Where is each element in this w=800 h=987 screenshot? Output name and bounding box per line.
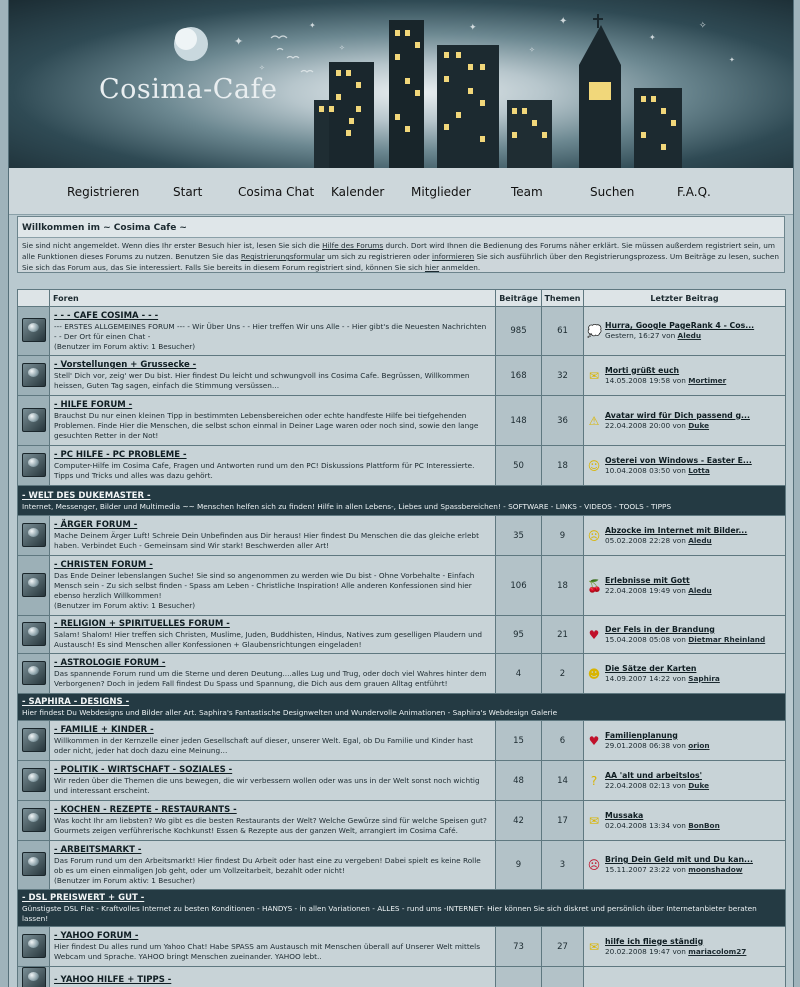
forum-row	[18, 761, 786, 801]
forum-status-cell	[18, 761, 50, 801]
forum-info-cell	[50, 307, 496, 356]
post-mood-icon	[587, 973, 601, 987]
last-post-meta	[605, 536, 782, 546]
last-post-date: 20.02.2008 19:47	[605, 946, 671, 956]
forum-status-icon	[22, 573, 46, 597]
last-post-cell	[584, 801, 786, 841]
topic-count: 18	[542, 446, 584, 486]
forum-info-cell	[50, 654, 496, 694]
forum-description: Das spannende Forum rund um die Sterne und deren Deutung....alles Lug und Trug, oder doch viel Wahres hinter dem Verborgenen? Doch in jedem Fall findest Du Spass und Spannung, die Dich aus dem grauen Alltag entführt!	[54, 669, 487, 688]
last-post-cell	[584, 396, 786, 446]
forum-description: --- ERSTES ALLGEMEINES FORUM --- - Wir Über Uns - - Hier treffen Wir uns Alle - - Hier gibt's die Neuesten Nachrichten - - Der Ort für einen Chat -	[54, 321, 487, 341]
last-post-cell	[584, 761, 786, 801]
nav-kalender[interactable]: Kalender	[331, 185, 385, 199]
forum-row	[18, 396, 786, 446]
post-count: 95	[496, 616, 542, 654]
last-post-title-link[interactable]: AA 'alt und arbeitslos'	[605, 770, 703, 780]
post-mood-icon: ☻	[587, 666, 601, 681]
register-form-link[interactable]: Registrierungsformular	[240, 252, 325, 261]
forum-description: Das Forum rund um den Arbeitsmarkt! Hier findest Du Arbeit oder hast eine zu vergeben! Dabei spielt es keine Rolle ob es um einen einmaligen Job geht, oder um Vollzeitarbeit, bezahlt oder nicht!	[54, 855, 481, 875]
nav-cosima-chat[interactable]: Cosima Chat	[238, 185, 315, 199]
last-post-cell	[584, 446, 786, 486]
last-post-by: von	[672, 585, 686, 595]
post-count: 48	[496, 761, 542, 801]
forum-info-cell	[50, 801, 496, 841]
last-post-date: 15.04.2008 05:08	[605, 634, 671, 644]
last-post-title-link[interactable]: Der Fels in der Brandung	[605, 624, 715, 634]
last-post-cell	[584, 307, 786, 356]
forum-description: Computer-Hilfe im Cosima Cafe, Fragen und Antworten rund um den PC! Diskussions Plattform für PC Interessierte. Tipps und Tricks und alles was dazu gehört.	[54, 461, 475, 480]
post-mood-icon: ⚠	[588, 413, 600, 428]
last-post-date: 10.04.2008 03:50	[605, 465, 671, 475]
post-mood-icon: ☺	[587, 458, 601, 473]
nav-mitglieder[interactable]: Mitglieder	[411, 185, 471, 199]
forum-status-cell	[18, 396, 50, 446]
forum-info-cell	[50, 927, 496, 967]
post-mood-icon: ☹	[587, 858, 601, 872]
last-post-by: von	[672, 865, 686, 874]
topic-count: 17	[542, 801, 584, 841]
last-post-cell	[584, 967, 786, 987]
forum-row	[18, 556, 786, 616]
last-post-author-link[interactable]: Saphira	[688, 673, 720, 683]
forum-title-link[interactable]: - ÄRGER FORUM -	[54, 520, 138, 530]
forum-status-icon	[22, 852, 46, 876]
svg-text:✧: ✧	[529, 46, 535, 54]
forum-info-cell	[50, 556, 496, 616]
forum-status-icon	[22, 808, 46, 832]
category-cell	[18, 890, 786, 927]
last-post-title-link[interactable]: Die Sätze der Karten	[605, 663, 697, 673]
forum-info-cell	[50, 356, 496, 396]
category-description: Hier findest Du Webdesigns und Bilder aller Art. Saphira's Fantastische Designwelten und Wundervolle Animationen - Saphira's Webdesign Galerie	[22, 708, 558, 717]
last-post-author-link[interactable]: Aledu	[677, 331, 702, 340]
last-post-meta	[605, 635, 782, 645]
post-mood-icon: ?	[590, 773, 598, 788]
last-post-author-link[interactable]: Duke	[688, 780, 710, 790]
last-post-author-link[interactable]: moonshadow	[688, 865, 743, 874]
forum-info-cell	[50, 616, 496, 654]
post-count: 35	[496, 516, 542, 556]
forum-row	[18, 616, 786, 654]
forum-title-link[interactable]: - YAHOO FORUM -	[54, 931, 139, 941]
last-post-by: von	[672, 420, 686, 430]
nav-suchen[interactable]: Suchen	[590, 185, 635, 199]
last-post-title-link[interactable]: Abzocke im Internet mit Bilder...	[605, 525, 748, 535]
forum-status-cell	[18, 616, 50, 654]
post-count: 50	[496, 446, 542, 486]
last-post-meta	[605, 821, 782, 831]
forum-info-cell	[50, 761, 496, 801]
forum-status-cell	[18, 841, 50, 890]
post-mood-icon: ♥	[588, 627, 600, 642]
welcome-box	[17, 216, 785, 273]
forum-description: Wir reden über die Themen die uns bewegen, die wir verbessern wollen oder was uns in der Welt sonst noch wichtig und interessant erscheint.	[54, 776, 480, 795]
info-link[interactable]: informieren	[432, 252, 475, 261]
last-post-date: 02.04.2008 13:34	[605, 820, 671, 830]
post-count: 168	[496, 356, 542, 396]
svg-text:✧: ✧	[339, 44, 345, 52]
main-navigation	[9, 168, 793, 215]
last-post-meta	[605, 865, 782, 875]
last-post-title-link[interactable]: Bring Dein Geld mit und Du kan...	[605, 855, 753, 864]
last-post-title-link[interactable]: Familienplanung	[605, 730, 678, 740]
page	[8, 0, 794, 987]
last-post-cell	[584, 654, 786, 694]
forum-description: Brauchst Du nur einen kleinen Tipp in bestimmten Lebensbereichen oder echte handfeste Hilfe bei tiefgehenden Problemen. Finde Hier die Menschen, die selbst schon einmal in Deiner Lage waren oder noch sind, sowie den lange gesuchten Retter in der Not!	[54, 411, 479, 440]
forum-info-cell	[50, 396, 496, 446]
header-foren: Foren	[50, 290, 496, 307]
forum-status-icon	[22, 453, 46, 477]
last-post-cell	[584, 516, 786, 556]
nav-faq[interactable]: F.A.Q.	[677, 185, 711, 199]
last-post-meta	[605, 741, 782, 751]
post-count	[496, 967, 542, 987]
header-beitraege: Beiträge	[496, 290, 542, 307]
topic-count: 27	[542, 927, 584, 967]
help-link[interactable]: Hilfe des Forums	[322, 241, 384, 250]
forum-title-link[interactable]: - ASTROLOGIE FORUM -	[54, 658, 166, 668]
forum-status-cell	[18, 654, 50, 694]
forum-status-icon	[22, 728, 46, 752]
forum-title-link[interactable]: - Vorstellungen + Grussecke -	[54, 360, 197, 370]
topic-count: 32	[542, 356, 584, 396]
last-post-cell	[584, 841, 786, 890]
nav-registrieren[interactable]: Registrieren	[67, 185, 140, 199]
last-post-by: von	[672, 673, 686, 683]
forum-status-cell	[18, 446, 50, 486]
post-count: 4	[496, 654, 542, 694]
forum-status-cell	[18, 307, 50, 356]
forum-row	[18, 721, 786, 761]
last-post-meta	[605, 586, 782, 596]
last-post-author-link[interactable]: Lotta	[688, 465, 710, 475]
last-post-meta	[605, 947, 782, 957]
topic-count: 21	[542, 616, 584, 654]
svg-text:✧: ✧	[259, 64, 265, 72]
post-mood-icon: ♥	[588, 733, 600, 748]
svg-text:✦: ✦	[729, 56, 735, 64]
forum-description: Hier findest Du alles rund um Yahoo Chat! Habe SPASS am Austausch mit Menschen überall auf Unserer Welt mittels Webcam und Sprache. YAHOO bringt Menschen zueinander. YAHOO lebt..	[54, 942, 481, 961]
forum-row	[18, 446, 786, 486]
topic-count: 3	[542, 841, 584, 890]
last-post-by: von	[672, 780, 686, 790]
forum-status-cell	[18, 356, 50, 396]
forum-status-icon	[22, 408, 46, 432]
last-post-date: Gestern, 16:27	[605, 331, 660, 340]
forum-status-icon	[22, 523, 46, 547]
forum-status-cell	[18, 516, 50, 556]
forum-title-link[interactable]: - HILFE FORUM -	[54, 400, 133, 410]
welcome-text	[18, 238, 784, 273]
last-post-cell	[584, 356, 786, 396]
forum-row	[18, 654, 786, 694]
last-post-by: von	[672, 535, 686, 545]
forum-status-icon	[22, 661, 46, 685]
forum-status-cell	[18, 801, 50, 841]
forum-info-cell	[50, 967, 496, 987]
welcome-text-part: anmelden.	[439, 263, 481, 272]
forum-title-link[interactable]: - PC HILFE - PC PROBLEME -	[54, 450, 187, 460]
last-post-title-link[interactable]: Erlebnisse mit Gott	[605, 575, 690, 585]
last-post-date: 05.02.2008 22:28	[605, 535, 671, 545]
forum-list	[18, 307, 786, 987]
forum-description: Stell' Dich vor, zeig' wer Du bist. Hier findest Du leicht und schwungvoll ins Cosima Cafe. Begrüssen, Willkommen heissen, Guten Tag sagen, einfach die Stimmung versüssen…	[54, 371, 470, 390]
last-post-by: von	[672, 740, 686, 750]
last-post-author-link[interactable]: mariacolom27	[688, 946, 747, 956]
topic-count	[542, 967, 584, 987]
forum-row	[18, 841, 786, 890]
forum-title-link[interactable]: - - - CAFE COSIMA - - -	[54, 310, 159, 321]
login-link[interactable]: hier	[424, 263, 440, 272]
nav-start[interactable]: Start	[173, 185, 203, 199]
last-post-date: 14.09.2007 14:22	[605, 673, 671, 683]
forum-description: Willkommen in der Kernzelle einer jeden Gesellschaft auf dieser, unserer Welt. Egal, ob Du Familie und Kinder hast oder nicht, jeder hat doch dazu eine Meinung…	[54, 736, 474, 755]
svg-text:✦: ✦	[309, 21, 316, 30]
topic-count: 2	[542, 654, 584, 694]
topic-count: 14	[542, 761, 584, 801]
post-mood-icon: 💭	[587, 324, 602, 338]
forum-status-icon	[22, 967, 46, 987]
post-count: 73	[496, 927, 542, 967]
forum-status-cell	[18, 721, 50, 761]
forum-description: Mache Deinem Ärger Luft! Schreie Dein Unbefinden aus Dir heraus! Hier findest Du Menschen die das gleiche erlebt haben. Verbindet Euch - Gemeinsam sind Wir stark! Beschwerden aller Art!	[54, 531, 479, 550]
last-post-title-link[interactable]: Avatar wird für Dich passend g...	[605, 410, 750, 420]
post-count: 42	[496, 801, 542, 841]
forum-status-icon	[22, 622, 46, 646]
topic-count: 6	[542, 721, 584, 761]
last-post-author-link[interactable]: Mortimer	[688, 375, 727, 385]
forum-row	[18, 356, 786, 396]
post-mood-icon: 🍒	[587, 578, 602, 593]
category-cell	[18, 486, 786, 516]
header-icon-column	[18, 290, 50, 307]
forum-status-icon	[22, 768, 46, 792]
forum-status-icon	[22, 318, 46, 342]
post-count: 15	[496, 721, 542, 761]
last-post-author-link[interactable]: orion	[688, 740, 710, 750]
category-title[interactable]: - SAPHIRA - DESIGNS -	[22, 697, 130, 707]
last-post-cell	[584, 927, 786, 967]
last-post-author-link[interactable]: Duke	[688, 420, 710, 430]
table-header-row	[18, 290, 786, 307]
last-post-by: von	[672, 820, 686, 830]
topic-count: 36	[542, 396, 584, 446]
category-cell	[18, 694, 786, 721]
last-post-author-link[interactable]: BonBon	[688, 820, 720, 830]
post-count: 9	[496, 841, 542, 890]
forum-title-link[interactable]: - ARBEITSMARKT -	[54, 844, 142, 855]
category-row	[18, 486, 786, 516]
forum-title-link[interactable]: - KOCHEN - REZEPTE - RESTAURANTS -	[54, 805, 237, 815]
forum-active-users: (Benutzer im Forum aktiv: 1 Besucher)	[54, 601, 196, 610]
forum-status-cell	[18, 927, 50, 967]
welcome-title: Willkommen im ~ Cosima Cafe ~	[18, 217, 784, 238]
last-post-title-link[interactable]: Morti grüßt euch	[605, 365, 680, 375]
category-description: Günstigste DSL Flat - Kraftvolles Internet zu besten Konditionen - HANDYS - in allen Variationen - ALLES - rund ums -INTERNET- Hier können Sie sich diskret und persönlich über Internetanbieter beraten lassen!	[22, 904, 757, 923]
last-post-author-link[interactable]: Dietmar Rheinland	[688, 634, 766, 644]
post-mood-icon: ✉	[588, 368, 600, 383]
forum-title-link[interactable]: - CHRISTEN FORUM -	[54, 560, 153, 570]
welcome-text-part: durch. Dort wird Ihnen die Bedienung des Forums näher erklärt. Sie müssen außerdem registriert sein, um alle Funktionen dieses Forums zu nutzen. Benutzen Sie das	[22, 241, 776, 261]
forum-row	[18, 307, 786, 356]
last-post-meta	[605, 674, 782, 684]
forum-info-cell	[50, 516, 496, 556]
welcome-text-part: Sie sich ausführlich über den Registrierungsprozess. Um Beiträge zu lesen, suchen Sie sich das Forum aus, das Sie interessiert. Falls Sie bereits in diesem Forum registriert sind, können Sie sich	[22, 252, 779, 272]
forum-active-users: (Benutzer im Forum aktiv: 1 Besucher)	[54, 341, 196, 351]
post-count: 985	[496, 307, 542, 356]
forum-status-cell	[18, 967, 50, 987]
svg-text:✦: ✦	[559, 16, 568, 27]
last-post-date: 22.04.2008 20:00	[605, 420, 671, 430]
svg-text:✦: ✦	[469, 23, 477, 33]
forum-title-link[interactable]: - YAHOO HILFE + TIPPS -	[54, 974, 172, 985]
forum-status-icon	[22, 934, 46, 958]
forum-description: Salam! Shalom! Hier treffen sich Christen, Muslime, Juden, Buddhisten, Hindus, Natives zum geselligen Plaudern und Austausch! Es sind Menschen aller Konfessionen + Glaubensrichtungen eingeladen!	[54, 630, 482, 649]
category-description: Internet, Messenger, Bilder und Multimedia ~~ Menschen helfen sich zu finden! Hilfe in allen Lebens-, Liebes und Spassbereichen! - SOFTWARE - LINKS - VIDEOS - TOOLS - TIPPS	[22, 501, 672, 511]
category-row	[18, 694, 786, 721]
post-count: 106	[496, 556, 542, 616]
last-post-title-link[interactable]: Hurra, Google PageRank 4 - Cos...	[605, 321, 755, 330]
site-logo[interactable]: Cosima-Cafe	[99, 74, 278, 105]
svg-text:✦: ✦	[234, 35, 244, 48]
forum-info-cell	[50, 446, 496, 486]
forum-title-link[interactable]: - POLITIK - WIRTSCHAFT - SOZIALES -	[54, 765, 233, 775]
forum-title-link[interactable]: - FAMILIE + KINDER -	[54, 725, 154, 735]
forum-info-cell	[50, 841, 496, 890]
nav-team[interactable]: Team	[511, 185, 543, 199]
last-post-cell	[584, 616, 786, 654]
post-mood-icon: ✉	[588, 813, 600, 828]
forum-description: Das Ende Deiner lebenslangen Suche! Sie sind so angenommen zu werden wie Du bist - Ohne Vorbehalte - Einfach Mensch sein - Zu sich selbst finden - Spass am Leben - Christliche Inspiration! Alle anderen Konfessionen sind hier ebenso herzlich Willkommen!	[54, 571, 475, 600]
last-post-meta	[605, 331, 782, 341]
welcome-text-part: um sich zu registrieren oder	[324, 252, 433, 261]
last-post-by: von	[672, 634, 686, 644]
svg-text:✧: ✧	[699, 21, 707, 31]
forum-row	[18, 516, 786, 556]
topic-count: 18	[542, 556, 584, 616]
category-title[interactable]: - WELT DES DUKEMASTER -	[22, 490, 151, 501]
last-post-meta	[605, 466, 782, 476]
last-post-cell	[584, 556, 786, 616]
last-post-by: von	[661, 331, 676, 340]
last-post-author-link[interactable]: Aledu	[688, 585, 712, 595]
forum-row	[18, 927, 786, 967]
last-post-cell	[584, 721, 786, 761]
topic-count: 61	[542, 307, 584, 356]
last-post-meta	[605, 376, 782, 386]
category-row	[18, 890, 786, 927]
forum-status-cell	[18, 556, 50, 616]
category-title[interactable]: - DSL PREISWERT + GUT -	[22, 893, 145, 903]
post-mood-icon: ✉	[588, 939, 600, 954]
header-letzter-beitrag: Letzter Beitrag	[584, 290, 786, 307]
welcome-text-part: Sie sind nicht angemeldet. Wenn dies Ihr erster Besuch hier ist, lesen Sie sich die	[22, 241, 323, 250]
header-themen: Themen	[542, 290, 584, 307]
forum-status-icon	[22, 363, 46, 387]
last-post-date: 22.04.2008 19:49	[605, 585, 671, 595]
last-post-by: von	[672, 946, 686, 956]
topic-count: 9	[542, 516, 584, 556]
forum-active-users: (Benutzer im Forum aktiv: 1 Besucher)	[54, 875, 196, 885]
forum-title-link[interactable]: - RELIGION + SPIRITUELLES FORUM -	[54, 619, 230, 629]
last-post-date: 29.01.2008 06:38	[605, 740, 671, 750]
last-post-title-link[interactable]: hilfe ich fliege ständig	[605, 936, 704, 946]
last-post-author-link[interactable]: Aledu	[688, 535, 712, 545]
forum-row	[18, 967, 786, 987]
post-mood-icon: ☹	[587, 528, 601, 543]
last-post-title-link[interactable]: Osterei von Windows - Easter E...	[605, 455, 752, 465]
last-post-title-link[interactable]: Mussaka	[605, 810, 644, 820]
last-post-date: 15.11.2007 23:22	[605, 865, 671, 874]
last-post-date: 22.04.2008 02:13	[605, 780, 671, 790]
last-post-meta	[605, 421, 782, 431]
last-post-date: 14.05.2008 19:58	[605, 375, 671, 385]
header-banner	[9, 0, 793, 168]
forum-description: Was kocht Ihr am liebsten? Wo gibt es die besten Restaurants der Welt? Welche Gewürze sind für welche Speisen gut? Gourmets zeigen verführerische Kochkunst! Essen & Rezepte aus der ganzen Welt, arrangiert im Cosima Café.	[54, 816, 487, 835]
svg-text:✦: ✦	[649, 33, 656, 42]
post-count: 148	[496, 396, 542, 446]
last-post-meta	[605, 781, 782, 791]
forum-info-cell	[50, 721, 496, 761]
last-post-by: von	[672, 375, 686, 385]
forum-table	[17, 289, 786, 987]
forum-row	[18, 801, 786, 841]
last-post-by: von	[672, 465, 686, 475]
